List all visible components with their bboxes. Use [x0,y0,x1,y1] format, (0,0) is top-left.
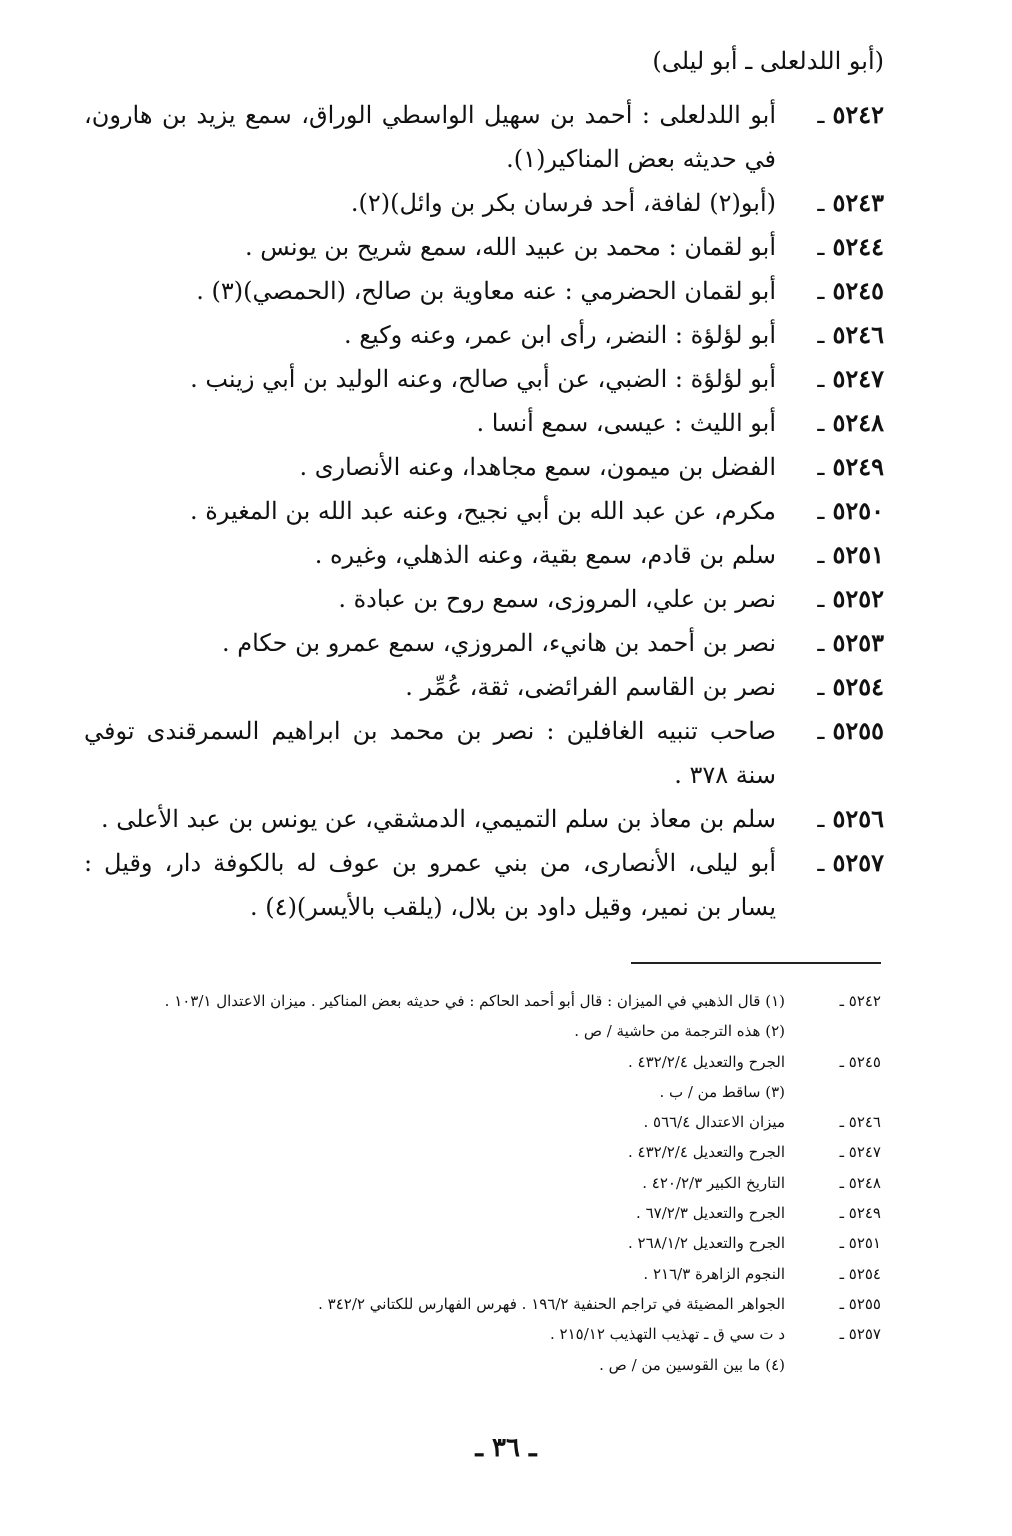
entry-item [84,401,884,445]
entry-dash: ـ [817,849,825,877]
entry-item [84,445,884,489]
entry-text: أبو الليث : عيسى، سمع أنسا . [476,409,776,437]
entry-number-value: ٥٢٥٢ [832,584,884,613]
entry-number-value: ٥٢٥٥ [832,716,884,745]
entry-number-value: ٥٢٥٦ [832,804,884,833]
entry-number-value: ٥٢٤٢ [832,100,884,129]
entry-dash: ـ [817,629,825,657]
footnote-text: الجرح والتعديل ٤٣٢/٢/٤ . [627,1143,785,1162]
entry-number [817,665,884,709]
entry-item [84,621,884,665]
footnote-text: التاريخ الكبير ٤٢٠/٢/٣ . [642,1173,785,1192]
entry-number-value: ٥٢٤٣ [832,188,884,217]
entry-text: أبو لؤلؤة : الضبي، عن أبي صالح، وعنه الوليد بن أبي زينب . [190,365,776,393]
entry-item [84,533,884,577]
entry-number-value: ٥٢٤٨ [832,408,884,437]
footnote-ref: ٥٢٥٤ ـ [839,1264,881,1283]
entry-number-value: ٥٢٥٤ [832,672,884,701]
entry-dash: ـ [817,497,825,525]
footnote-item [81,986,881,1016]
entry-number-value: ٥٢٤٦ [832,320,884,349]
entry-item [84,489,884,533]
entry-item [84,357,884,401]
footnote-ref: ٥٢٥٥ ـ [839,1294,881,1313]
footnote-text: (١) قال الذهبي في الميزان : قال أبو أحمد الحاكم : في حديثه بعض المناكير . ميزان الاعتدال ١٠٣/١ . [164,992,785,1010]
entry-text: صاحب تنبيه الغافلين : نصر بن محمد بن ابراهيم السمرقندى توفي سنة ٣٧٨ . [84,717,776,789]
entry-dash: ـ [817,541,825,569]
entry-number [817,841,884,885]
entry-number [817,313,884,357]
entry-number [817,269,884,313]
footnote-ref: ٥٢٥١ ـ [839,1234,881,1253]
entry-text: سلم بن قادم، سمع بقية، وعنه الذهلي، وغيره . [314,541,776,569]
entry-item [84,665,884,709]
footnote-item [81,1198,881,1228]
footnote-ref: ٥٢٤٧ ـ [839,1143,881,1162]
entry-text: نصر بن القاسم الفرائضى، ثقة، عُمِّر . [405,673,776,701]
footnote-text: الجرح والتعديل ٦٧/٢/٣ . [636,1204,785,1223]
entry-number [817,445,884,489]
entry-dash: ـ [817,409,825,437]
entry-dash: ـ [817,717,825,745]
entry-number-value: ٥٢٤٤ [832,232,884,261]
entry-dash: ـ [817,453,825,481]
entry-number-value: ٥٢٥٣ [832,628,884,657]
entry-item [84,269,884,313]
entry-number [817,709,884,753]
entry-list [84,93,884,929]
entry-dash: ـ [817,189,825,217]
entry-text: أبو لؤلؤة : النضر، رأى ابن عمر، وعنه وكيع . [343,321,776,349]
footnote-item [81,1319,881,1349]
footnote-ref: ٥٢٤٩ ـ [839,1204,881,1223]
footnote-text: (٢) هذه الترجمة من حاشية / ص . [574,1022,785,1041]
entry-text: أبو لقمان الحضرمي : عنه معاوية بن صالح، (الحمصي)(٣) . [196,277,776,305]
entry-number [817,181,884,225]
entry-item [84,577,884,621]
entry-number [817,797,884,841]
entry-number-value: ٥٢٥٠ [832,496,884,525]
entry-item [84,313,884,357]
entry-number-value: ٥٢٤٧ [832,364,884,393]
footnote-ref: ٥٢٤٢ ـ [839,992,881,1010]
entry-number [817,577,884,621]
entry-item [84,181,884,225]
footnote-item [81,1047,881,1077]
footnote-item [81,1228,881,1258]
entry-number [817,225,884,269]
footnote-text: (٣) ساقط من / ب . [659,1082,785,1101]
footnote-item [81,1259,881,1289]
entry-dash: ـ [817,321,825,349]
footnote-rule [631,962,881,964]
entry-number [817,357,884,401]
entry-number-value: ٥٢٤٥ [832,276,884,305]
entry-number-value: ٥٢٤٩ [832,452,884,481]
footnote-item [81,1016,881,1046]
entry-number-value: ٥٢٥٧ [832,848,884,877]
footnote-text: الجرح والتعديل ٢٦٨/١/٢ . [627,1234,785,1253]
footnote-text: النجوم الزاهرة ٢١٦/٣ . [643,1264,785,1283]
entry-text: مكرم، عن عبد الله بن أبي نجيح، وعنه عبد الله بن المغيرة . [189,497,776,525]
entry-number [817,93,884,137]
entry-number [817,401,884,445]
footnote-item [81,1350,881,1380]
entry-text: سلم بن معاذ بن سلم التميمي، الدمشقي، عن يونس بن عبد الأعلى . [101,805,776,833]
entry-text: الفضل بن ميمون، سمع مجاهدا، وعنه الأنصارى . [299,453,776,481]
entry-dash: ـ [817,233,825,261]
entry-dash: ـ [817,673,825,701]
entry-text: أبو لقمان : محمد بن عبيد الله، سمع شريح بن يونس . [245,233,776,261]
entry-text: أبو ليلى، الأنصارى، من بني عمرو بن عوف له بالكوفة دار، وقيل : يسار بن نمير، وقيل داود بن بلال، (يلقب بالأيسر)(٤) . [84,849,776,921]
footnote-text: الجواهر المضيئة في تراجم الحنفية ١٩٦/٢ . فهرس الفهارس للكتاني ٣٤٢/٢ . [318,1294,785,1313]
footnote-text: د ت سي ق ـ تهذيب التهذيب ٢١٥/١٢ . [550,1325,785,1344]
footnote-ref: ٥٢٥٧ ـ [839,1325,881,1344]
entry-number-value: ٥٢٥١ [832,540,884,569]
footnote-ref: ٥٢٤٥ ـ [839,1052,881,1071]
entry-text: نصر بن علي، المروزى، سمع روح بن عبادة . [338,585,776,613]
entry-number [817,489,884,533]
entry-text: نصر بن أحمد بن هانيء، المروزي، سمع عمرو بن حكام . [221,629,776,657]
entry-text: (أبو(٢) لفافة، أحد فرسان بكر بن وائل)(٢). [350,189,776,217]
entry-item [84,225,884,269]
footnote-item [81,1289,881,1319]
footnote-text: ميزان الاعتدال ٥٦٦/٤ . [643,1113,785,1132]
footnote-text: الجرح والتعديل ٤٣٢/٢/٤ . [627,1052,785,1071]
footnote-ref: ٥٢٤٨ ـ [839,1173,881,1192]
entry-dash: ـ [817,101,825,129]
running-head: (أبو اللدلعلى ـ أبو ليلى) [652,47,884,75]
entry-dash: ـ [817,585,825,613]
entry-dash: ـ [817,805,825,833]
footnote-ref: ٥٢٤٦ ـ [839,1113,881,1132]
footnote-text: (٤) ما بين القوسين من / ص . [599,1355,785,1374]
entry-item [84,797,884,841]
entry-dash: ـ [817,277,825,305]
footnote-item [81,1077,881,1107]
entry-text: أبو اللدلعلى : أحمد بن سهيل الواسطي الوراق، سمع يزيد بن هارون، في حديثه بعض المناكير(١). [84,101,776,173]
entry-item [84,93,884,181]
footnote-item [81,1107,881,1137]
footnote-item [81,1137,881,1167]
entry-number [817,621,884,665]
entry-number [817,533,884,577]
entry-item [84,709,884,797]
footnote-item [81,1168,881,1198]
entry-dash: ـ [817,365,825,393]
footnote-list [81,986,881,1380]
entry-item [84,841,884,929]
page-number: ـ ٣٦ ـ [475,1433,537,1463]
